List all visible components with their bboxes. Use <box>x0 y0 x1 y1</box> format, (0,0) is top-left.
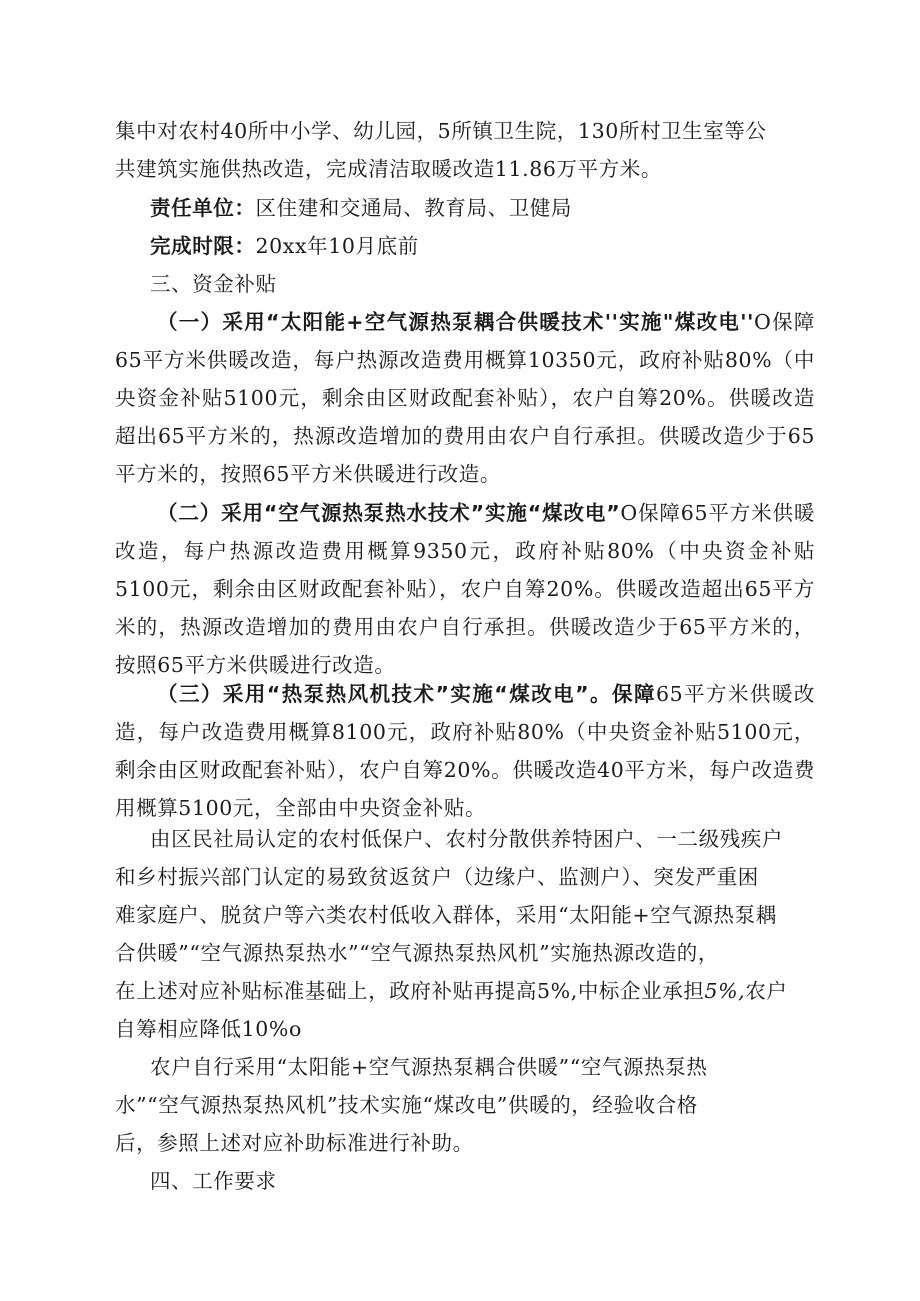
lowincome-line-4: 合供暖”“空气源热泵热水”“空气源热泵热风机”实施热源改造的， <box>115 941 719 965</box>
lowincome-line-5 <box>115 972 787 1010</box>
responsible-value: 区住建和交通局、教育局、卫健局 <box>255 196 572 220</box>
responsible-label: 责任单位： <box>150 196 256 220</box>
lowincome-line-5a: 在上述对应补贴标准基础上，政府补贴再提高5%,中标企业承担 <box>115 979 705 1003</box>
subsidy-item-3-body: 65平方米供暖改造，每户改造费用概算8100元，政府补贴80%（中央资金补贴5100元，剩余由区财政配套补贴），农户自筹20%。供暖改造40平方米，每户改造费用概算5100元，全部由中央资金补贴。 <box>115 682 816 820</box>
deadline-value: 20xx年10月底前 <box>255 234 419 258</box>
responsible-units <box>150 189 572 227</box>
lowincome-line-5b: 5%, <box>704 979 746 1003</box>
section-4-heading: 四、工作要求 <box>150 1169 277 1193</box>
subsidy-item-3 <box>115 675 815 827</box>
deadline <box>150 227 419 265</box>
lowincome-line-1: 由区民社局认定的农村低保户、农村分散供养特困户、一二级残疾户 <box>150 827 783 851</box>
selfadopt-line-2: 水”“空气源热泵热风机”技术实施“煤改电”供暖的，经验收合格 <box>115 1093 698 1117</box>
lowincome-line-2: 和乡村振兴部门认定的易致贫返贫户（边缘户、监测户）、突发严重困 <box>115 865 759 889</box>
selfadopt-line-3: 后，参照上述对应补助标准进行补助。 <box>115 1131 474 1155</box>
subsidy-item-2-lead: （二）采用“空气源热泵热水技术”实施“煤改电” <box>157 501 621 525</box>
subsidy-item-3-lead: （三）采用“热泵热风机技术”实施“煤改电”。保障 <box>157 682 656 706</box>
intro-line-1: 集中对农村40所中小学、幼儿园，5所镇卫生院，130所村卫生室等公 <box>115 119 767 143</box>
deadline-label: 完成时限： <box>150 234 256 258</box>
selfadopt-line-1: 农户自行采用“太阳能+空气源热泵耦合供暖”“空气源热泵热 <box>150 1055 708 1079</box>
section-3-heading: 三、资金补贴 <box>150 272 277 296</box>
subsidy-item-2 <box>115 494 815 684</box>
subsidy-item-1 <box>115 303 815 493</box>
subsidy-item-2-body: O保障65平方米供暖改造，每户热源改造费用概算9350元，政府补贴80%（中央资金补贴5100元，剩余由区财政配套补贴），农户自筹20%。供暖改造超出65平方米的，热源改造增加的费用由农户自行承担。供暖改造少于65平方米的，按照65平方米供暖进行改造。 <box>115 501 815 677</box>
lowincome-line-3: 难家庭户、脱贫户等六类农村低收入群体，采用“太阳能+空气源热泵耦 <box>115 903 777 927</box>
lowincome-line-5c: 农户 <box>745 979 788 1003</box>
lowincome-line-6: 自筹相应降低10%o <box>115 1017 302 1041</box>
subsidy-item-1-lead: （一）采用“太阳能+空气源热泵耦合供暖技术''实施"煤改电'' <box>157 310 754 334</box>
subsidy-item-1-body: O保障65平方米供暖改造，每户热源改造费用概算10350元，政府补贴80%（中央资金补贴5100元，剩余由区财政配套补贴），农户自筹20%。供暖改造超出65平方米的，热源改造增加的费用由农户自行承担。供暖改造少于65平方米的，按照65平方米供暖进行改造。 <box>115 310 815 486</box>
intro-line-2: 共建筑实施供热改造，完成清洁取暖改造11.86万平方米。 <box>115 157 662 181</box>
